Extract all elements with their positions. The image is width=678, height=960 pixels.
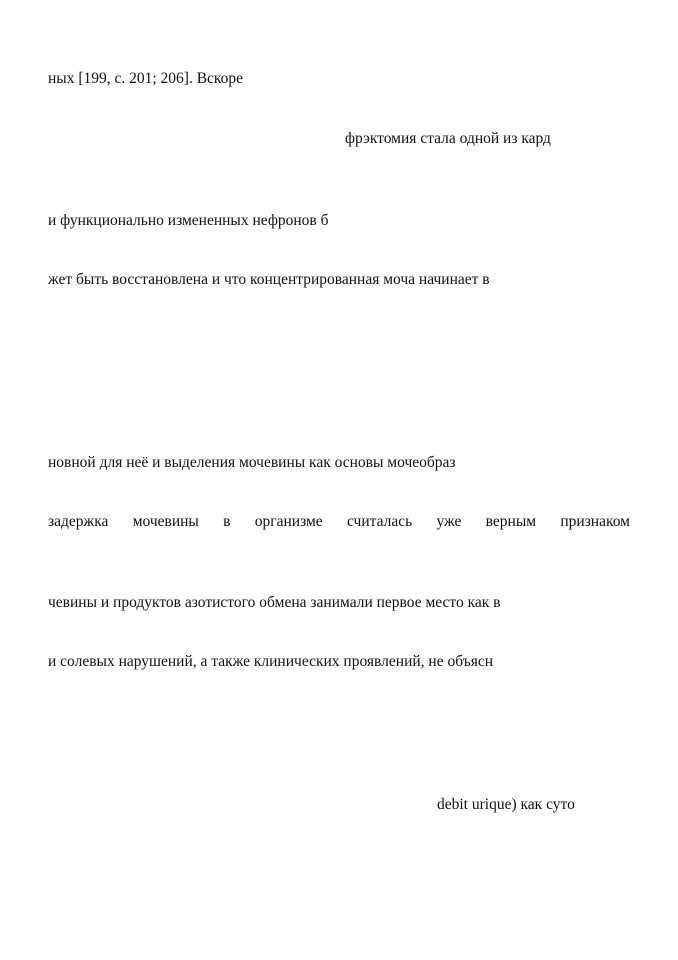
text-line-3: и функционально измененных нефронов б — [48, 212, 329, 229]
text-line-6: задержка мочевины в организме считалась уже верным признаком — [48, 513, 630, 530]
text-line-9: debit urique) как суто — [437, 796, 575, 813]
text-line-2: фрэктомия стала одной из кард — [345, 130, 551, 147]
text-line-7: чевины и продуктов азотистого обмена занимали первое место как в — [48, 594, 501, 611]
text-line-4: жет быть восстановлена и что концентрированная моча начинает в — [48, 271, 490, 288]
text-line-1: ных [199, с. 201; 206]. Вскоре — [48, 70, 244, 87]
text-line-8: и солевых нарушений, а также клинических проявлений, не объясн — [48, 653, 494, 670]
text-line-5: новной для неё и выделения мочевины как основы мочеобраз — [48, 454, 456, 471]
